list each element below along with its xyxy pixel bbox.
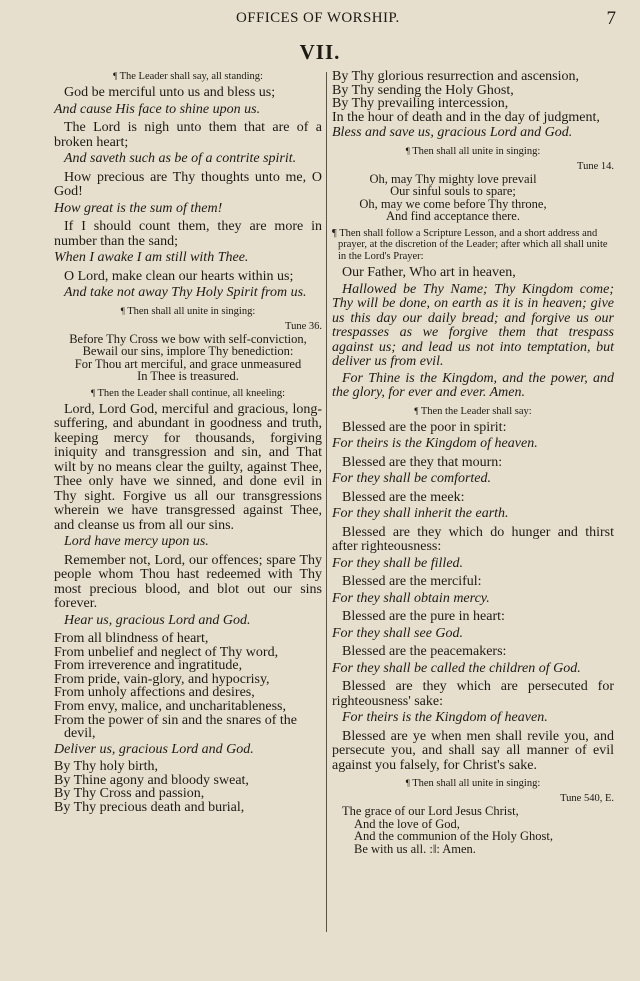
- litany-line: By Thy holy birth,: [54, 759, 158, 775]
- paragraph-mark-icon: ¶: [120, 305, 125, 316]
- hymn-line: In Thee is treasured.: [137, 369, 239, 383]
- leader-verse: The Lord is nigh unto them that are of a broken heart;: [54, 120, 322, 150]
- beatitude: Blessed are the merciful:: [342, 574, 482, 590]
- response: Hear us, gracious Lord and God.: [64, 612, 251, 628]
- beatitude: Blessed are they which do hunger and thirst after righteousness:: [332, 524, 614, 555]
- rubric: ¶ Then shall all unite in singing:: [405, 145, 541, 157]
- prayer: Lord, Lord God, merciful and gracious, long-suffering, and abundant in goodness and truth, keeping mercy for thousands, forgiving iniquity and transgression and sin, and That wilt by no means clear the guilty, against Thee, Thee only have we sinned, and done evil in Thy sight. Forgive us all our transgressions wherein we have transgressed against Thee, and cleanse us from all our sins.: [54, 401, 322, 533]
- leader-verse: How precious are Thy thoughts unto me, O God!: [54, 169, 322, 199]
- paragraph-mark-icon: ¶: [91, 387, 96, 398]
- hymn-line: Be with us all. :‖: Amen.: [354, 841, 476, 856]
- beatitude-response: For they shall obtain mercy.: [332, 590, 490, 606]
- left-column: [54, 66, 322, 815]
- litany-line: By Thy precious death and burial,: [54, 800, 245, 816]
- beatitude: Blessed are they which are persecuted for righteousness' sake:: [332, 679, 614, 709]
- rubric: ¶ Then shall all unite in singing:: [120, 305, 256, 317]
- hymn-line: Oh, may we come before Thy throne,: [359, 196, 547, 211]
- hymn-line: Oh, may Thy mighty love prevail: [369, 171, 537, 186]
- hymn-line: Our sinful souls to spare;: [390, 184, 516, 199]
- litany-line: From all blindness of heart,: [54, 631, 209, 646]
- page-header: [40, 8, 630, 30]
- right-column: [332, 70, 614, 855]
- response: Lord have mercy upon us.: [64, 534, 209, 549]
- response: Bless and save us, gracious Lord and God.: [332, 125, 573, 141]
- litany: [54, 632, 322, 741]
- litany-line: By Thy glorious resurrection and ascension,: [332, 69, 580, 84]
- litany: [332, 70, 614, 124]
- column-divider: [326, 72, 327, 932]
- hymn-line: For Thou art merciful, and grace unmeasured: [74, 356, 302, 371]
- tune-number: Tune 540, E.: [560, 793, 614, 805]
- beatitude-response: For they shall inherit the earth.: [332, 506, 509, 522]
- litany: [54, 760, 322, 814]
- litany-line: From unbelief and neglect of Thy word,: [54, 644, 279, 660]
- hymn-verse: [332, 805, 614, 855]
- litany-line: In the hour of death and in the day of judgment,: [332, 109, 600, 125]
- beatitude: Blessed are the poor in spirit:: [342, 419, 507, 435]
- paragraph-mark-icon: ¶: [332, 227, 337, 239]
- hymn-verse: [54, 333, 322, 383]
- response: Deliver us, gracious Lord and God.: [54, 741, 254, 757]
- lords-prayer-opening: Our Father, Who art in heaven,: [342, 265, 516, 281]
- running-title: OFFICES OF WORSHIP.: [236, 10, 400, 26]
- leader-verse: God be merciful unto us and bless us;: [64, 85, 276, 100]
- beatitude-response: For theirs is the Kingdom of heaven.: [332, 436, 538, 452]
- hymn-line: Bewail our sins, implore Thy benediction:: [82, 344, 294, 358]
- section-number: VII.: [299, 40, 341, 64]
- response: How great is the sum of them!: [54, 200, 223, 216]
- lords-prayer-doxology: For Thine is the Kingdom, and the power, and the glory, for ever and ever. Amen.: [332, 370, 614, 401]
- litany-line: From envy, malice, and uncharitableness,: [54, 698, 286, 714]
- rubric: ¶ Then the Leader shall say:: [414, 405, 532, 417]
- beatitude: Blessed are the peacemakers:: [342, 644, 507, 660]
- hymn-verse: [332, 173, 614, 223]
- litany-line: From pride, vain-glory, and hypocrisy,: [54, 671, 270, 687]
- tune-number: Tune 14.: [577, 160, 614, 172]
- paragraph-mark-icon: ¶: [405, 778, 410, 789]
- beatitude-response: For they shall see God.: [332, 625, 464, 641]
- hymn-line: And the communion of the Holy Ghost,: [354, 829, 553, 844]
- beatitude: Blessed are the pure in heart:: [342, 609, 505, 625]
- beatitude: Blessed are they that mourn:: [342, 454, 503, 470]
- rubric: ¶ Then shall follow a Scripture Lesson, and a short address and prayer, at the discretion of the Leader; after which all shall unite in the Lord's Prayer:: [332, 227, 608, 262]
- response: And saveth such as be of a contrite spirit.: [64, 151, 297, 166]
- leader-verse: O Lord, make clean our hearts within us;: [64, 268, 294, 284]
- lords-prayer-body: Hallowed be Thy Name; Thy Kingdom come; Thy will be done, on earth as it is in heaven; give us this day our daily bread; and forgive us our trespasses as we forgive them that trespass against us; and lead us not into temptation, but deliver us from evil.: [332, 281, 614, 370]
- prayer: Remember not, Lord, our offences; spare Thy people whom Thou hast redeemed with Thy most precious blood, and blot out our sins forever.: [54, 552, 322, 611]
- litany-line: From unholy affections and desires,: [54, 685, 255, 701]
- litany-line: By Thine agony and bloody sweat,: [54, 772, 249, 788]
- hymn-line: Before Thy Cross we bow with self-conviction,: [69, 331, 307, 346]
- leader-verse: If I should count them, they are more in number than the sand;: [54, 219, 322, 249]
- beatitude-response: For they shall be called the children of God.: [332, 660, 581, 676]
- rubric: ¶ Then the Leader shall continue, all kneeling:: [91, 387, 285, 399]
- litany-line: From the power of sin and the snares of the devil,: [54, 712, 297, 742]
- litany-line: By Thy sending the Holy Ghost,: [332, 82, 514, 98]
- beatitude-response: For theirs is the Kingdom of heaven.: [342, 710, 548, 726]
- hymn-line: The grace of our Lord Jesus Christ,: [342, 804, 519, 819]
- page-number: 7: [606, 8, 616, 29]
- response: And take not away Thy Holy Spirit from us.: [64, 285, 307, 300]
- litany-line: By Thy Cross and passion,: [54, 786, 205, 802]
- paragraph-mark-icon: ¶: [414, 405, 419, 416]
- beatitude: Blessed are the meek:: [342, 489, 465, 505]
- hymn-line: And the love of God,: [354, 816, 460, 831]
- rubric: ¶ Then shall all unite in singing:: [405, 778, 541, 790]
- beatitudes: [332, 421, 614, 774]
- hymn-line: And find acceptance there.: [386, 209, 520, 224]
- paragraph-mark-icon: ¶: [113, 71, 118, 81]
- beatitude-response: For they shall be filled.: [332, 555, 464, 571]
- tune-number: Tune 36.: [285, 320, 322, 332]
- paragraph-mark-icon: ¶: [405, 145, 410, 156]
- response: And cause His face to shine upon us.: [54, 101, 261, 117]
- response: When I awake I am still with Thee.: [54, 250, 249, 265]
- beatitude-response: For they shall be comforted.: [332, 471, 492, 487]
- litany-line: From irreverence and ingratitude,: [54, 658, 243, 674]
- litany-line: By Thy prevailing intercession,: [332, 96, 509, 112]
- rubric: ¶ The Leader shall say, all standing:: [113, 71, 263, 82]
- beatitude: Blessed are ye when men shall revile you, and persecute you, and shall say all manner of evil against you falsely, for Christ's sake.: [332, 728, 614, 773]
